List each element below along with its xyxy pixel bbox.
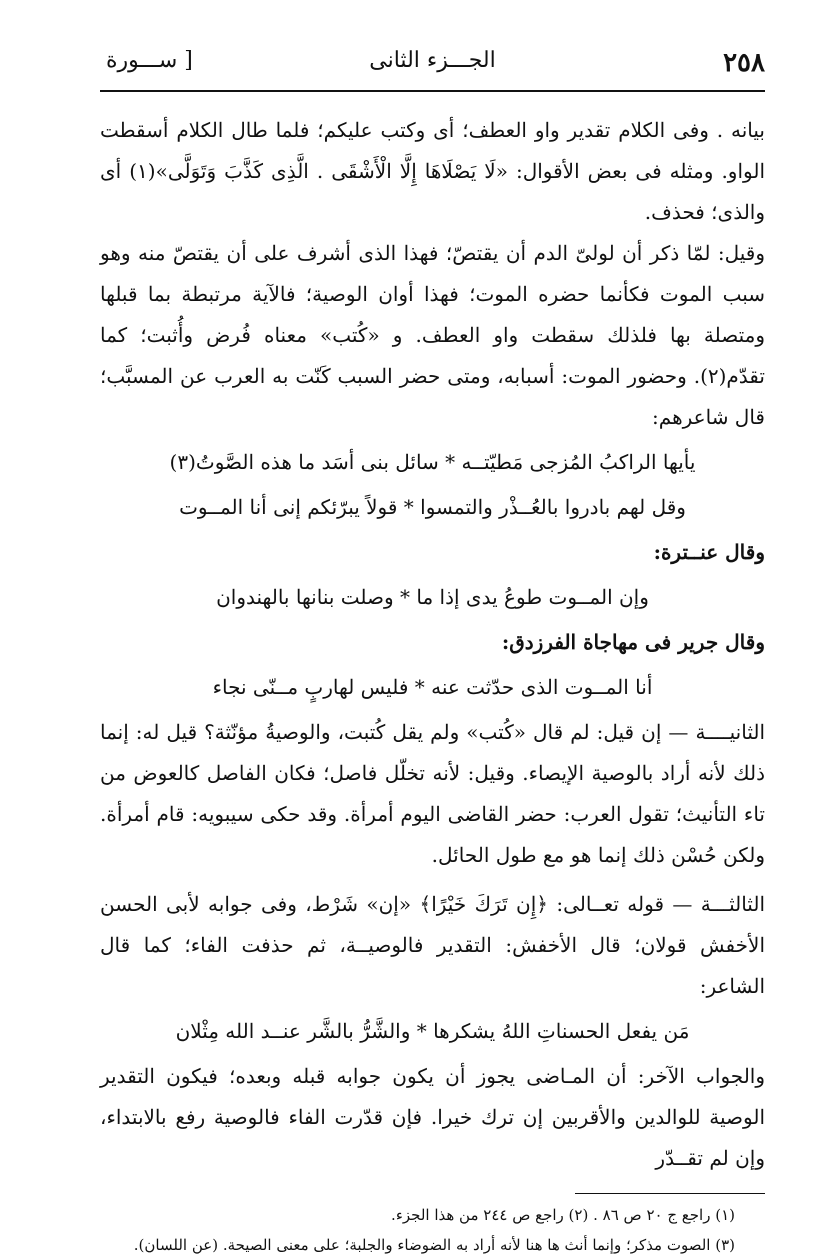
- book-page: [100, 30, 765, 1260]
- poem-line: وإن المــوت طوعُ يدى إذا ما * وصلت بنانها بالهندوان: [216, 585, 649, 609]
- footnotes: [100, 1200, 765, 1260]
- page-body: [100, 110, 765, 1179]
- page-header: [100, 30, 765, 92]
- footnote: (١) راجع ج ٢٠ ص ٨٦ . (٢) راجع ص ٢٤٤ من هذا الجزء.: [391, 1206, 735, 1224]
- footnote-divider: [575, 1193, 765, 1194]
- attribution-jarir: وقال جرير فى مهاجاة الفرزدق:: [501, 630, 765, 654]
- paragraph: وقيل: لمّا ذكر أن لولىّ الدم أن يقتصّ؛ فهذا الذى أشرف على أن يقتصّ منه وهو سبب الموت فكأنما حضره الموت؛ فهذا أوان الوصية؛ فالآية مرتبطة بما قبلها ومتصلة بها فلذلك سقطت واو العطف. و «كُتب» معناه فُرض وأُثبت؛ كما تقدّم(٢). وحضور الموت: أسبابه، ومتى حضر السبب كَنّت به العرب عن المسبَّب؛ قال شاعرهم:: [100, 241, 765, 429]
- footnote: (٣) الصوت مذكر؛ وإنما أنث ها هنا لأنه أراد به الضوضاء والجلبة؛ على معنى الصيحة. (عن اللسان).: [133, 1236, 735, 1254]
- poem-line: يأيها الراكبُ المُزجى مَطيّتــه * سائل بنى أسَد ما هذه الصَّوتُ(٣): [169, 450, 696, 474]
- page-number: ٢٥٨: [723, 48, 765, 78]
- poem-line: مَن يفعل الحسناتِ اللهُ يشكرها * والشَّرُّ بالشَّر عنــد الله مِثْلان: [175, 1019, 690, 1043]
- section-third: الثالثـــة — قوله تعــالى: ﴿إِن تَرَكَ خَيْرًا﴾ «إن» شَرْط، وفى جوابه لأبى الحسن الأخفش قولان؛ قال الأخفش: التقدير فالوصيــة، ثم حذفت الفاء؛ كما قال الشاعر:: [100, 892, 765, 998]
- paragraph: بيانه . وفى الكلام تقدير واو العطف؛ أى وكتب عليكم؛ فلما طال الكلام أسقطت الواو. ومثله فى بعض الأقوال: «لَا يَصْلَاهَا إِلَّا الْأَشْقَى . الَّذِى كَذَّبَ وَتَوَلَّى»(١) أى والذى؛ فحذف.: [100, 118, 766, 224]
- surah-label: [ ســـورة: [106, 48, 193, 73]
- section-second: الثانيــــة — إن قيل: لم قال «كُتب» ولم يقل كُتبت، والوصيةُ مؤنّثة؟ قيل له: إنما ذلك لأنه أراد بالوصية الإيصاء. وقيل: لأنه تخلّل فاصل؛ فكان الفاصل كالعوض من تاء التأنيث؛ تقول العرب: حضر القاضى اليوم أمرأة. وقد حكى سيبويه: قام أمرأة. ولكن حُسْن ذلك إنما هو مع طول الحائل.: [100, 720, 766, 867]
- poem-line: أنا المــوت الذى حدّثت عنه * فليس لهاربٍ مــنّى نجاء: [212, 675, 653, 699]
- header-divider: [100, 90, 765, 92]
- paragraph: والجواب الآخر: أن المـاضى يجوز أن يكون جوابه قبله وبعده؛ فيكون التقدير الوصية للوالدين والأقربين إن ترك خيرا. فإن قدّرت الفاء فالوصية رفع بالابتداء، وإن لم تقــدّر: [100, 1064, 765, 1170]
- part-title: الجـــزء الثانى: [369, 48, 496, 73]
- poem-line: وقل لهم بادروا بالعُــذْر والتمسوا * قولاً يبرّئكم إنى أنا المــوت: [179, 495, 686, 519]
- attribution-antara: وقال عنــترة:: [653, 540, 765, 564]
